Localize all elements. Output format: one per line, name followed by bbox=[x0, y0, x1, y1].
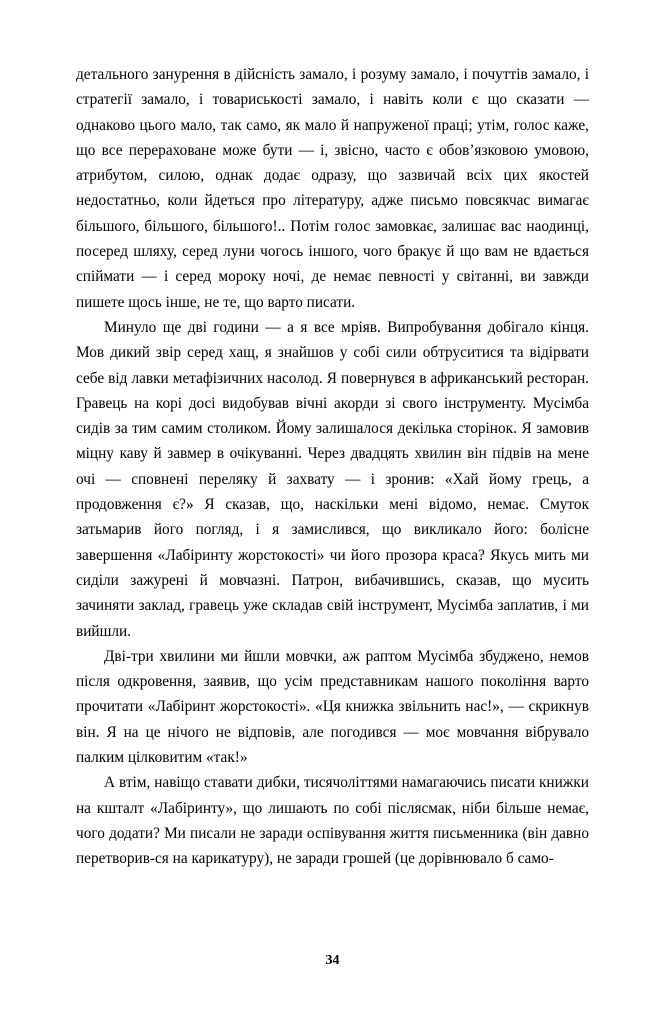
paragraph-3: Дві-три хвилини ми йшли мовчки, аж раптом Мусімба збуджено, немов після одкровення, заявив, що усім представникам нашого покоління варто прочитати «Лабіринт жорстокості». «Ця книжка звільнить нас!», — скрикнув він. Я на це нічого не відповів, але погодився — моє мовчання вібрувало палким цілковитим «так!» bbox=[76, 647, 589, 767]
paragraph-4: А втім, навіщо ставати дибки, тисячоліттями намагаючись писати книжки на кшталт «Лабіринту», що лишають по собі післясмак, ніби більше немає, чого додати? Ми писали не заради оспівування життя письменника (він давно перетворив-ся на карикатуру), не заради грошей (це дорівнювало б само- bbox=[76, 774, 589, 868]
page-number: 34 bbox=[325, 953, 340, 968]
body-text bbox=[76, 62, 589, 872]
paragraph-2: Минуло ще дві години — а я все мріяв. Випробування добігало кінця. Мов дикий звір серед хащ, я знайшов у собі сили обтруситися та відірвати себе від лавки метафізичних насолод. Я повернувся в африканський ресторан. Гравець на корі досі видобував вічні акорди зі свого інструменту. Мусімба сидів за тим самим столиком. Йому залишалося декілька сторінок. Я замовив міцну каву й завмер в очікуванні. Через двадцять хвилин він підвів на мене очі — сповнені переляку й захвату — і зронив: «Хай йому грець, а продовження є?» Я сказав, що, наскільки мені відомо, немає. Смуток затьмарив його погляд, і я замислився, що викликало його: болісне завершення «Лабіринту жорстокості» чи його прозора краса? Якусь мить ми сиділи зажурені й мовчазні. Патрон, вибачившись, сказав, що мусить зачиняти заклад, гравець уже складав свій інструмент, Мусімба заплатив, і ми вийшли. bbox=[76, 318, 589, 640]
paragraph-1: детального занурення в дійсність замало, і розуму замало, і почуттів замало, і стратегії замало, і товариськості замало, і навіть коли є що сказати — однаково цього мало, так само, як мало й напруженої праці; утім, голос каже, що все перераховане може бути — і, звісно, часто є обов’язковою умовою, атрибутом, силою, однак додає одразу, що зазвичай всіх цих якостей недостатньо, коли йдеться про літературу, адже письмо повсякчас вимагає більшого, більшого, більшого!.. Потім голос замовкає, залишає вас наодинці, посеред шляху, серед луни чогось іншого, чого бракує й що вам не вдається спіймати — і серед мороку ночі, де немає певності у світанні, ви завжди пишете щось інше, не те, що варто писати. bbox=[76, 66, 589, 311]
